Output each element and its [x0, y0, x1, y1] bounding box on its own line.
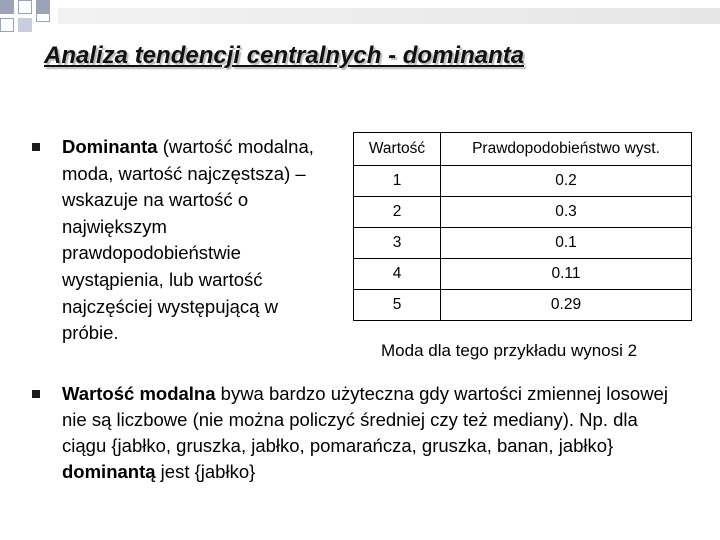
cell-value: 1: [354, 166, 441, 197]
deco-square: [18, 18, 32, 32]
bullet-square-icon: [32, 143, 40, 151]
bullet-text-modal-value: [62, 381, 682, 485]
table-row: [354, 228, 692, 259]
bullet-square-icon: [32, 390, 40, 398]
cell-probability: 0.29: [441, 290, 692, 321]
table-row: [354, 166, 692, 197]
column-header-value: Wartość: [354, 133, 441, 166]
term-dominant: dominantą: [62, 461, 156, 482]
deco-square: [0, 18, 14, 32]
cell-probability: 0.1: [441, 228, 692, 259]
table-row: [354, 197, 692, 228]
definition-text: (wartość modalna, moda, wartość najczęstsza) – wskazuje na wartość o największym prawdopodobieństwie wystąpienia, lub wartość najczęściej występującą w próbie.: [62, 136, 314, 344]
mode-caption: Moda dla tego przykładu wynosi 2: [381, 341, 638, 360]
deco-square: [36, 8, 50, 22]
cell-value: 2: [354, 197, 441, 228]
deco-square: [18, 0, 32, 14]
cell-value: 3: [354, 228, 441, 259]
explanation-text: bywa bardzo użyteczna gdy wartości zmiennej losowej nie są liczbowe (nie można policzyć średniej czy też mediany). Np. dla ciągu {jabłko, gruszka, jabłko, pomarańcza, gruszka, banan, jabłko}: [62, 383, 668, 456]
cell-probability: 0.11: [441, 259, 692, 290]
conclusion-text: jest {jabłko}: [155, 461, 256, 482]
cell-probability: 0.3: [441, 197, 692, 228]
bullet-text-dominanta: [62, 134, 332, 347]
table-header-row: [354, 133, 692, 166]
cell-probability: 0.2: [441, 166, 692, 197]
column-header-probability: Prawdopodobieństwo wyst.: [441, 133, 692, 166]
probability-table: [353, 132, 692, 321]
slide-title: Analiza tendencji centralnych - dominanta: [44, 42, 525, 69]
table-row: [354, 259, 692, 290]
cell-value: 5: [354, 290, 441, 321]
decorative-header: [0, 0, 720, 40]
header-bar: [58, 8, 720, 24]
cell-value: 4: [354, 259, 441, 290]
table-row: [354, 290, 692, 321]
deco-square: [0, 0, 14, 14]
term-dominanta: Dominanta: [62, 136, 158, 157]
term-modal-value: Wartość modalna: [62, 383, 216, 404]
